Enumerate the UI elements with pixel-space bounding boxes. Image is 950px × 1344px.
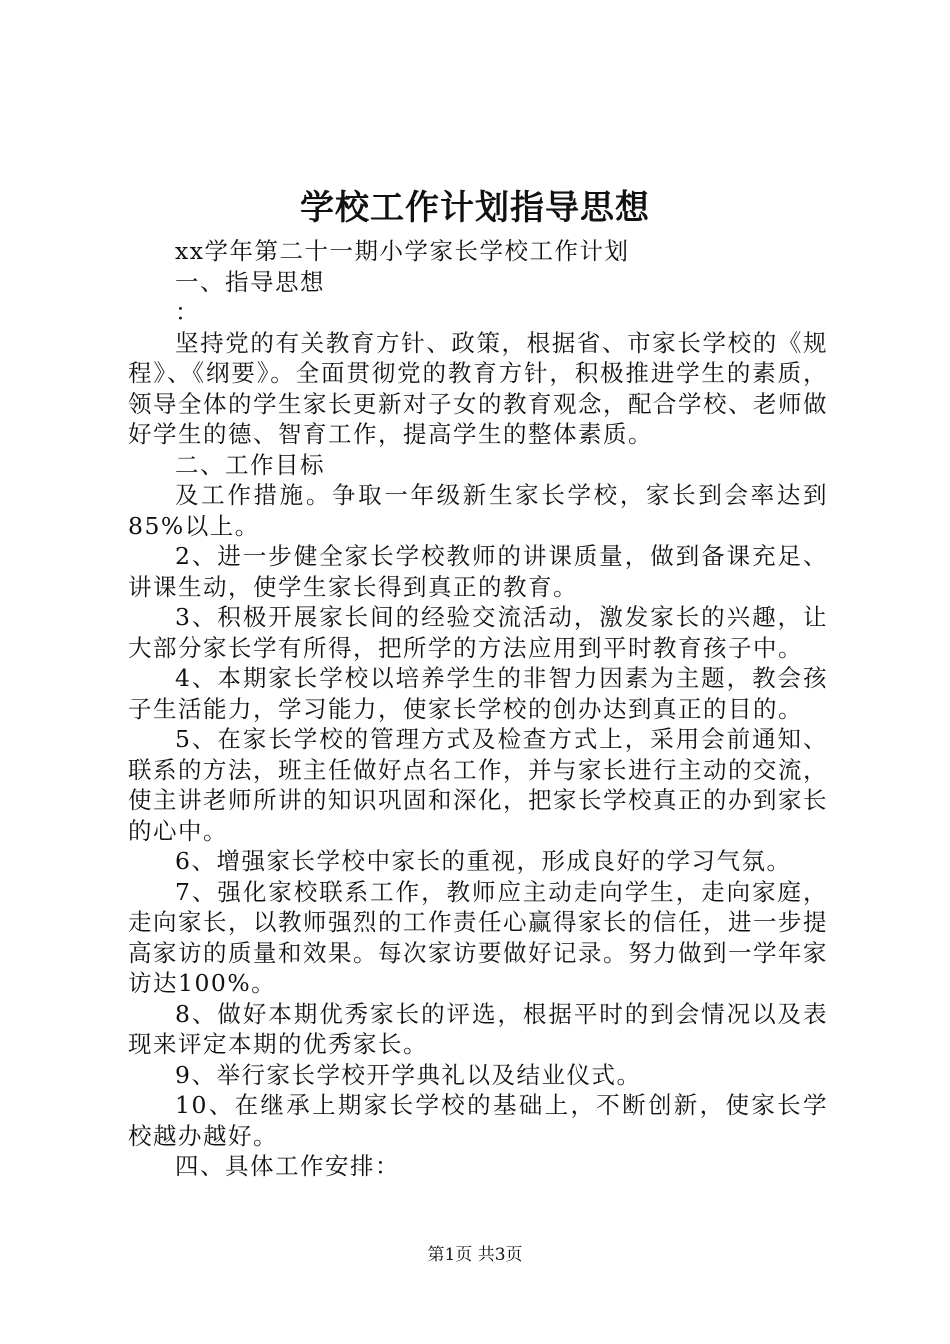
- page-footer: 第1页 共3页: [427, 1245, 523, 1265]
- paragraph-item-8: 8、做好本期优秀家长的评选，根据平时的到会情况以及表现来评定本期的优秀家长。: [128, 999, 828, 1058]
- paragraph-guiding-thought: 坚持党的有关教育方针、政策，根据省、市家长学校的《规程》、《纲要》。全面贯彻党的教育方针，积极推进学生的素质，领导全体的学生家长更新对子女的教育观念，配合学校、老师做好学生的德、智育工作，提高学生的整体素质。: [128, 328, 828, 448]
- paragraph-item-3: 3、积极开展家长间的经验交流活动，激发家长的兴趣，让大部分家长学有所得，把所学的方法应用到平时教育孩子中。: [128, 603, 828, 662]
- paragraph-colon: ：: [175, 298, 200, 326]
- paragraph-item-6: 6、增强家长学校中家长的重视，形成良好的学习气氛。: [175, 847, 792, 875]
- paragraph-section-2-heading: 二、工作目标: [175, 450, 325, 479]
- paragraph-item-2: 2、进一步健全家长学校教师的讲课质量，做到备课充足、讲课生动，使学生家长得到真正的教育。: [128, 542, 828, 601]
- paragraph-item-1: 及工作措施。争取一年级新生家长学校，家长到会率达到85%以上。: [128, 481, 828, 540]
- paragraph-section-1-heading: 一、指导思想: [175, 267, 325, 296]
- paragraph-section-4-heading: 四、具体工作安排：: [175, 1152, 400, 1180]
- paragraph-item-7: 7、强化家校联系工作，教师应主动走向学生，走向家庭，走向家长，以教师强烈的工作责任心赢得家长的信任，进一步提高家访的质量和效果。每次家访要做好记录。努力做到一学年家访达100%。: [128, 877, 828, 997]
- paragraph-item-4: 4、本期家长学校以培养学生的非智力因素为主题，教会孩子生活能力，学习能力，使家长学校的创办达到真正的目的。: [128, 664, 828, 723]
- paragraph-plan-heading: xx学年第二十一期小学家长学校工作计划: [175, 237, 630, 265]
- paragraph-item-9: 9、举行家长学校开学典礼以及结业仪式。: [175, 1060, 642, 1089]
- document-title: 学校工作计划指导思想: [300, 188, 650, 228]
- paragraph-item-5: 5、在家长学校的管理方式及检查方式上，采用会前通知、联系的方法，班主任做好点名工作，并与家长进行主动的交流，使主讲老师所讲的知识巩固和深化，把家长学校真正的办到家长的心中。: [128, 725, 828, 845]
- document-body: [128, 236, 828, 1182]
- paragraph-item-10: 10、在继承上期家长学校的基础上，不断创新，使家长学校越办越好。: [128, 1091, 828, 1150]
